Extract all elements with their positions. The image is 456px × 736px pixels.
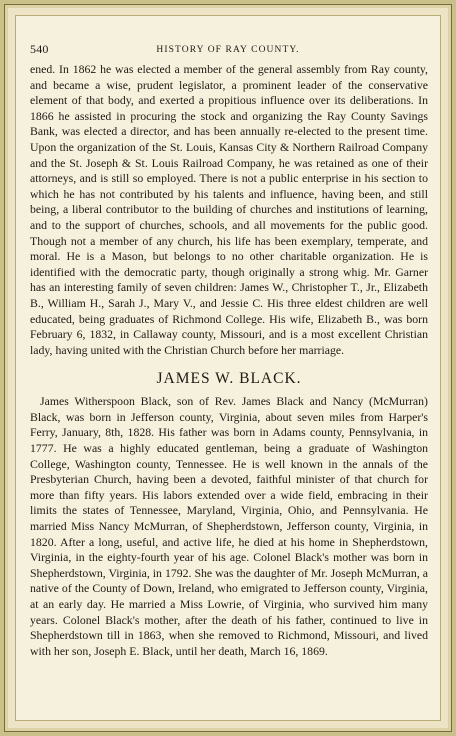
page-body [30, 62, 428, 659]
section-heading: JAMES W. BLACK. [156, 370, 302, 388]
running-head: HISTORY OF RAY COUNTY. [156, 45, 300, 55]
page-header [30, 42, 426, 56]
continued-paragraph: ened. In 1862 he was elected a member of the general assembly from Ray county, and became a wise, prudent legislator, a prominent leader of the conservative element of that body, and exerted a propitious influence over its deliberations. In 1866 he assisted in procuring the stock and organizing the Ray County Savings Bank, was elected a director, and has been annually re-elected to the present time. Upon the organization of the St. Louis, Kansas City & Northern Railroad Company and the St. Joseph & St. Louis Railroad Company, he was retained as one of their attorneys, and is still so employed. There is not a public enterprise in his section to which he has not contributed by his talents and influence, having been, and still being, a liberal contributor to the building of churches and institutions of learning, and to the support of churches, schools, and all movements for the public good. Though not a member of any church, his life has been exemplary, temperate, and moral. He is a Mason, but belongs to no other charitable organization. He is identified with the democratic party, though originally a strong whig. Mr. Garner has an interesting family of seven children: James W., Christopher T., Jr., Elizabeth B., William H., Sarah J., Mary V., and Jessie C. His three eldest children are well educated, being graduates of Richmond College. His wife, Elizabeth B., was born February 6, 1832, in Callaway county, Missouri, and is a most excellent Christian lady, having united with the Christian Church before her marriage. [30, 62, 428, 357]
page-number: 540 [30, 42, 49, 56]
book-page [15, 15, 441, 721]
biography-paragraph: James Witherspoon Black, son of Rev. James Black and Nancy (McMurran) Black, was born in Jefferson county, Virginia, about seven miles from Harper's Ferry, January, 8th, 1828. His father was born in Adams county, Pennsylvania, in 1777. He was a highly educated gentleman, being a graduate of Washington College, Washington county, Tennessee. He is well known in the annals of the Presbyterian Church, having been a devoted, faithful minister of that church for more than fifty years. His labors extended over a wide field, embracing in their limits the states of Tennessee, Maryland, Virginia, Ohio, and Pennsylvania. He married Miss Nancy McMurran, of Shepherdstown, Jefferson county, Virginia, in 1820. After a long, useful, and active life, he died at his home in Shepherdstown, Virginia, in the eighty-fourth year of his age. Colonel Black's mother was born in Shepherdstown, Virginia, in 1792. She was the daughter of Mr. Joseph McMurran, a native of the County of Down, Ireland, who emigrated to Jefferson county, Virginia, at an early day. He married a Miss Lowrie, of Virginia, who survived him many years. Colonel Black's mother, after the death of his father, continued to live in Shepherdstown till in 1863, when she removed to Richmond, Missouri, and lived with her son, Joseph E. Black, until her death, March 16, 1869. [30, 394, 428, 658]
page-frame [4, 4, 452, 732]
